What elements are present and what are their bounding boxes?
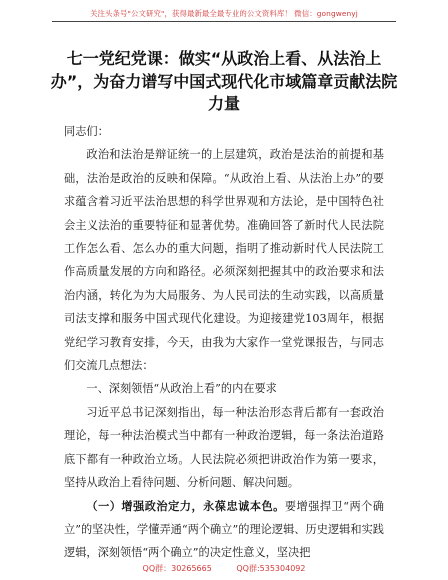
document-body: [64, 120, 384, 565]
subsection-paragraph: [64, 495, 384, 565]
header-divider: [52, 21, 396, 22]
section-paragraph: 习近平总书记深刻指出，每一种法治形态背后都有一套政治理论，每一种法治模式当中都有一种政治逻辑，每一条法治道路底下都有一种政治立场。人民法院必须把讲政治作为第一要求，坚持从政治上看待问题、分析问题、解决问题。: [64, 405, 384, 490]
section-heading: 一、深刻领悟“从政治上看”的内在要求: [86, 382, 277, 396]
subsection-text: 要增强捍卫“两个确立”的坚决性，学懂弄通“两个确立”的理论逻辑、历史逻辑和实践逻辑，深刻领悟“两个确立”的决定性意义，坚决把: [64, 499, 384, 560]
header-banner: 关注头条号"公文研究"，获得最新最全最专业的公文资料库！ 微信：gongwenyj: [90, 9, 358, 18]
footer-contact: [0, 563, 448, 574]
salutation: 同志们：: [64, 125, 109, 138]
subsection-lead: （一）增强政治定力，永葆忠诚本色。: [86, 498, 285, 513]
footer-qq-group-2: QQ群:535304092: [236, 564, 306, 573]
footer-qq-group-1: QQ群：30265665: [142, 564, 212, 573]
document-title: 七一党纪党课：做实“从政治上看、从法治上办”，为奋力谱写中国式现代化市域篇章贡献法院力量: [50, 49, 398, 113]
intro-paragraph: 政治和法治是辩证统一的上层建筑，政治是法治的前提和基础，法治是政治的反映和保障。“从政治上看、从法治上办”的要求蕴含着习近平法治思想的科学世界观和方法论，是中国特色社会主义法治的重要特征和显著优势。准确回答了新时代人民法院工作怎么看、怎么办的重大问题，指明了推动新时代人民法院工作高质量发展的方向和路径。必须深刻把握其中的政治要求和法治内涵，转化为为大局服务、为人民司法的生动实践，以高质量司法支撑和服务中国式现代化建设。为迎接建党103周年，根据党纪学习教育安排，今天，由我为大家作一堂党课报告，与同志们交流几点想法：: [64, 148, 384, 373]
